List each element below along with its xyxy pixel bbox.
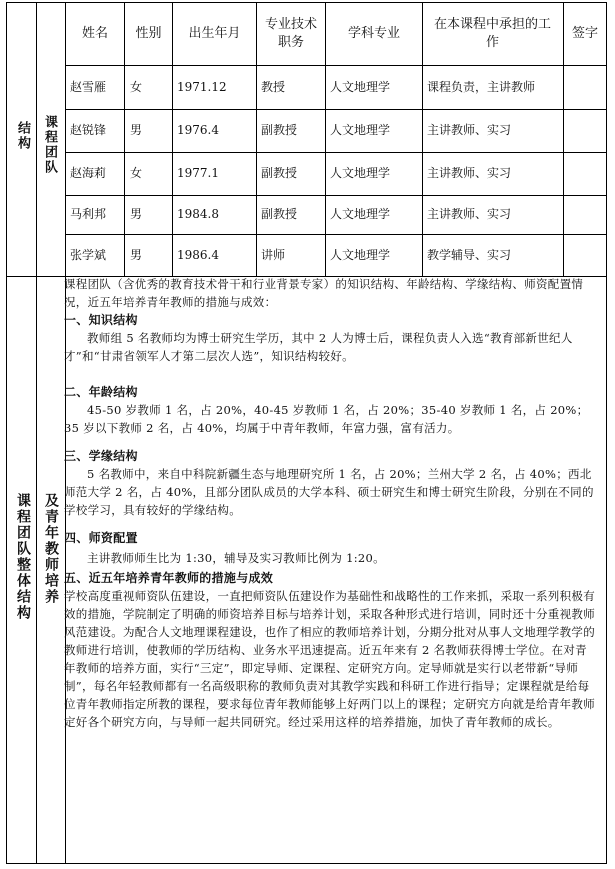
cell-role: 主讲教师、实习	[427, 166, 512, 180]
cell-name: 赵雪雁	[70, 79, 107, 94]
header-gender: 性别	[135, 26, 162, 41]
header-name: 姓名	[81, 26, 108, 41]
section-label-structure: 结构	[15, 121, 30, 151]
cell-gender: 女	[130, 79, 143, 94]
cell-birth: 1984.8	[177, 207, 219, 221]
cell-discipline: 人文地理学	[330, 166, 391, 180]
cell-role: 主讲教师、实习	[427, 123, 512, 137]
cell-name: 张学斌	[70, 247, 107, 262]
cell-discipline: 人文地理学	[330, 79, 391, 94]
cell-discipline: 人文地理学	[330, 123, 391, 137]
cell-birth: 1976.4	[177, 123, 219, 137]
cell-discipline: 人文地理学	[330, 207, 391, 221]
header-discipline: 学科专业	[347, 26, 400, 41]
section-label-course-team: 课程团队	[42, 115, 57, 175]
cell-birth: 1977.1	[177, 166, 219, 180]
intro-paragraph: 课程团队（含优秀的教育技术骨干和行业背景专家）的知识结构、年龄结构、学缘结构、师资配置情况，近五年培养青年教师的措施与成效：	[64, 277, 584, 309]
cell-name: 赵海莉	[70, 166, 107, 180]
cell-gender: 男	[130, 247, 143, 262]
cell-title: 讲师	[261, 247, 286, 262]
cell-gender: 女	[130, 166, 143, 180]
heading-knowledge-structure: 一、知识结构	[64, 313, 138, 327]
heading-academic-lineage: 三、学缘结构	[64, 449, 138, 463]
cell-name: 赵锐锋	[70, 123, 107, 137]
cell-name: 马利邦	[70, 207, 107, 221]
cell-birth: 1986.4	[177, 247, 219, 262]
section-label-overall-structure: 课程团队整体结构	[15, 493, 31, 621]
cell-title: 副教授	[261, 123, 298, 137]
header-birth: 出生年月	[188, 26, 241, 41]
cell-gender: 男	[130, 207, 143, 221]
paragraph-knowledge-structure: 教师组 5 名教师均为博士研究生学历，其中 2 人为博士后，课程负责人入选“教育部新世纪人才”和“甘肃省领军人才第二层次人选”，知识结构较好。	[64, 331, 573, 363]
heading-young-teacher-measures: 五、近五年培养青年教师的措施与成效	[64, 571, 274, 585]
cell-title: 副教授	[261, 207, 298, 221]
cell-birth: 1971.12	[177, 79, 227, 94]
heading-staff-allocation: 四、师资配置	[64, 531, 138, 545]
paragraph-staff-allocation: 主讲教师师生比为 1:30，辅导及实习教师比例为 1:20。	[87, 551, 385, 565]
cell-gender: 男	[130, 123, 143, 137]
header-signature: 签字	[571, 26, 598, 41]
section-label-young-teacher-training: 及青年教师培养	[43, 493, 59, 605]
cell-role: 课程负责，主讲教师	[427, 79, 536, 94]
cell-title: 副教授	[261, 166, 298, 180]
cell-role: 教学辅导、实习	[427, 247, 512, 262]
cell-title: 教授	[261, 79, 286, 94]
header-title: 专业技术职务	[264, 17, 317, 50]
paragraph-academic-lineage: 5 名教师中，来自中科院新疆生态与地理研究所 1 名，占 20%；兰州大学 2 名，占 40%；西北师范大学 2 名，占 40%，且部分团队成员的大学本科、硕士研究生和博士研究生阶段，分别在不同的学校学习，具有较好的学缘结构。	[64, 467, 594, 517]
paragraph-age-structure: 45-50 岁教师 1 名，占 20%，40-45 岁教师 1 名，占 20%；35-40 岁教师 1 名，占 20%；35 岁以下教师 2 名，占 40%，均属于中青年教师，年富力强，富有活力。	[64, 403, 589, 435]
header-role: 在本课程中承担的工作	[433, 17, 551, 50]
cell-discipline: 人文地理学	[330, 247, 391, 262]
heading-age-structure: 二、年龄结构	[64, 385, 138, 399]
paragraph-young-teacher-measures: 学校高度重视师资队伍建设，一直把师资队伍建设作为基础性和战略性的工作来抓，采取一系列积极有效的措施，学院制定了明确的师资培养目标与培养计划，采取各种形式进行培训，同时还十分重视教师风范建设。为配合人文地理课程建设，也作了相应的教师培养计划，分期分批对从事人文地理学教学的教师进行培训，使教师的学历结构、业务水平迅速提高。近五年来有 2 名教师获得博士学位。在对青年教师的培养方面，实行“三定”，即定导师、定课程、定研究方向。定导师就是实行以老带新“导师制”，每名年轻教师都有一名高级职称的教师负责对其教学实践和科研工作进行指导；定课程就是给每位青年教师指定所教的课程，要求每位青年教师能够上好两门以上的课程；定研究方向就是给青年教师定好各个研究方向，与导师一起共同研究。经过采用这样的培养措施，加快了青年教师的成长。	[64, 589, 595, 729]
cell-role: 主讲教师、实习	[427, 207, 512, 221]
